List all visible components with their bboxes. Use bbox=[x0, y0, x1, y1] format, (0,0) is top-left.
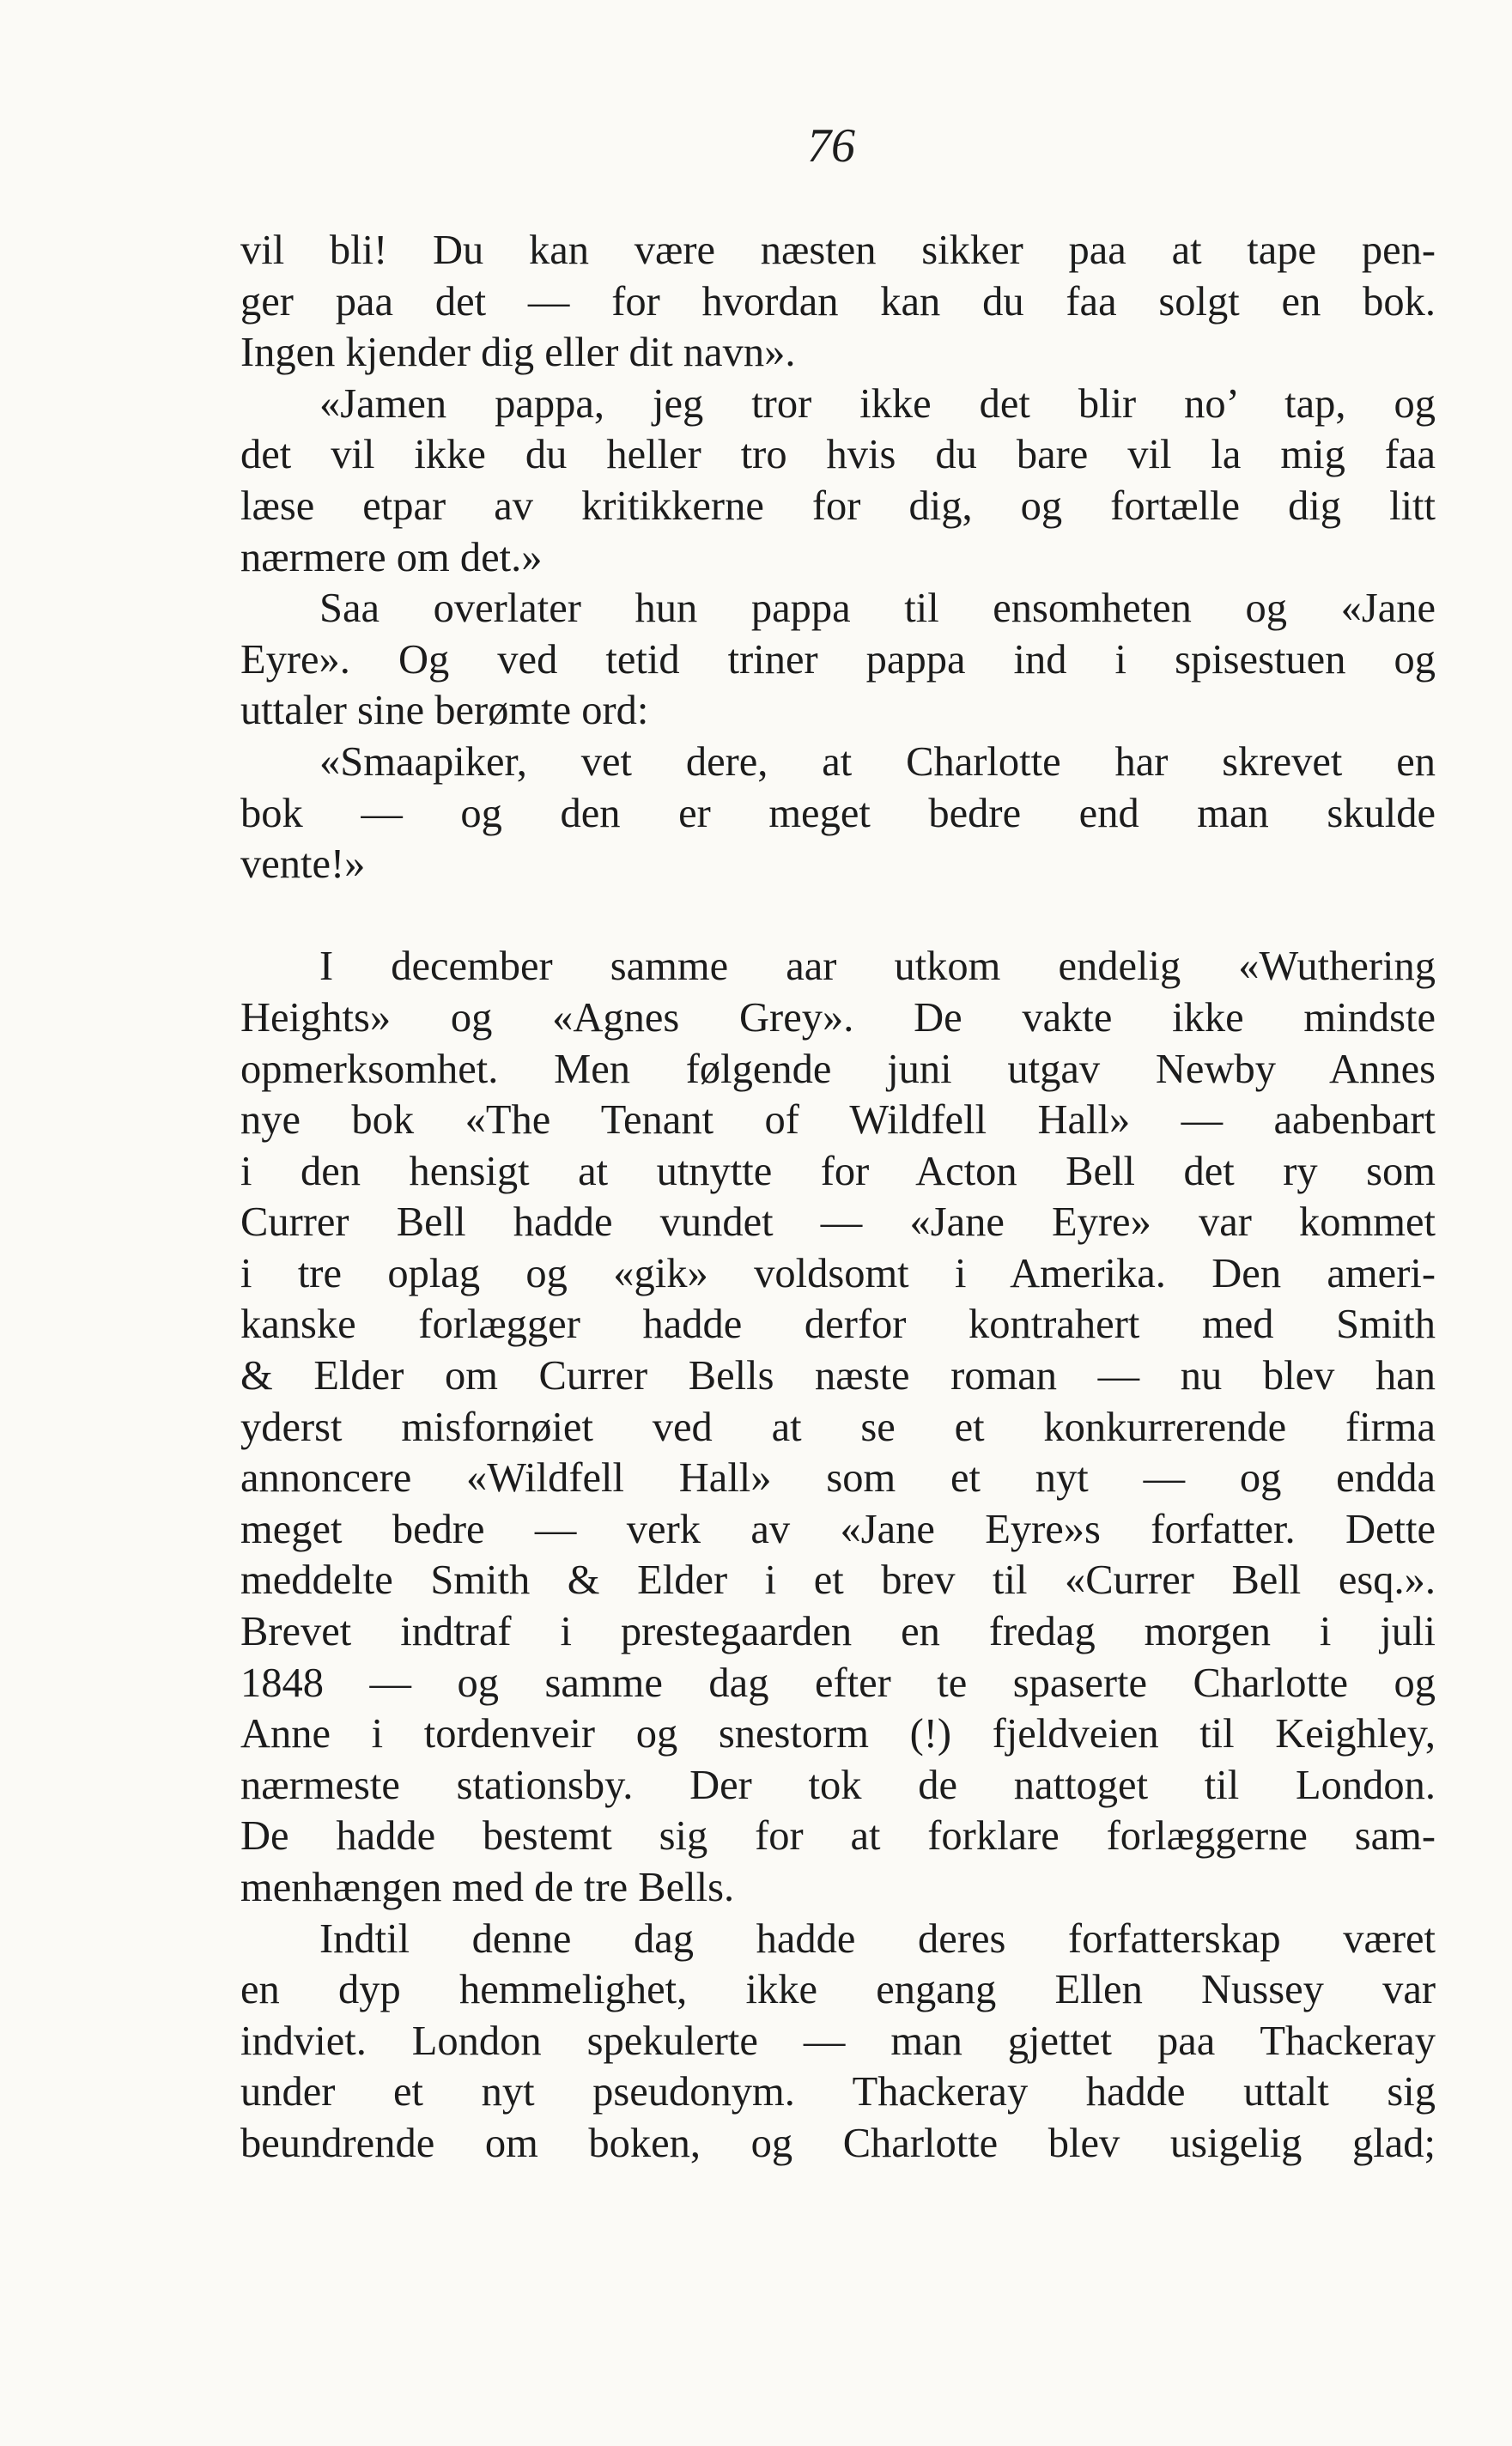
text-row bbox=[240, 429, 1436, 481]
text-row bbox=[240, 1555, 1436, 1606]
text-line: i tre oplag og «gik» voldsomt i Amerika. Den ameri- bbox=[240, 1250, 1436, 1296]
text-row bbox=[240, 2118, 1436, 2170]
text-row bbox=[240, 1402, 1436, 1454]
body-text bbox=[240, 225, 1436, 2170]
text-row bbox=[240, 1453, 1436, 1504]
text-row bbox=[240, 379, 1436, 430]
text-line: indviet. London spekulerte — man gjettet paa Thackeray bbox=[240, 2018, 1436, 2064]
text-line: beundrende om boken, og Charlotte blev usigelig glad; bbox=[240, 2120, 1436, 2166]
text-line: De hadde bestemt sig for at forklare forlæggerne sam- bbox=[240, 1813, 1436, 1860]
text-row bbox=[240, 2016, 1436, 2067]
text-row bbox=[240, 1760, 1436, 1812]
text-row bbox=[240, 941, 1436, 992]
paragraph-1 bbox=[240, 225, 1436, 327]
text-line: vil bli! Du kan være næsten sikker paa at tape pen- bbox=[240, 228, 1436, 273]
text-row bbox=[240, 1504, 1436, 1556]
text-line: bok — og den er meget bedre end man skulde bbox=[240, 790, 1436, 836]
paragraph-4-end bbox=[240, 839, 1436, 890]
text-line: ger paa det — for hvordan kan du faa solgt en bok. bbox=[240, 278, 1436, 325]
text-line: menhængen med de tre Bells. bbox=[240, 1865, 735, 1910]
text-row bbox=[240, 788, 1436, 840]
text-row bbox=[240, 532, 1436, 584]
text-row bbox=[240, 1248, 1436, 1300]
text-row bbox=[240, 481, 1436, 532]
text-line: nye bok «The Tenant of Wildfell Hall» — aabenbart bbox=[240, 1097, 1436, 1144]
text-row bbox=[240, 2067, 1436, 2118]
text-line: Eyre». Og ved tetid triner pappa ind i spisestuen og bbox=[240, 636, 1436, 683]
text-line: i den hensigt at utnytte for Acton Bell det ry som bbox=[240, 1148, 1436, 1194]
text-line: annoncere «Wildfell Hall» som et nyt — og endda bbox=[240, 1455, 1436, 1502]
text-line: Saa overlater hun pappa til ensomheten og «Jane bbox=[319, 586, 1436, 632]
paragraph-1-end bbox=[240, 327, 1436, 379]
paragraph-2 bbox=[240, 379, 1436, 532]
text-row bbox=[240, 992, 1436, 1044]
text-line: Brevet indtraf i prestegaarden en fredag morgen i juli bbox=[240, 1609, 1436, 1655]
text-row bbox=[240, 1964, 1436, 2016]
text-row bbox=[240, 1606, 1436, 1658]
text-row bbox=[240, 1044, 1436, 1096]
text-line: meddelte Smith & Elder i et brev til «Currer Bell esq.». bbox=[240, 1557, 1436, 1604]
paragraph-6 bbox=[240, 1914, 1436, 2170]
paragraph-3 bbox=[240, 583, 1436, 685]
text-row bbox=[240, 1658, 1436, 1709]
paragraph-4 bbox=[240, 737, 1436, 839]
text-line: nærmere om det.» bbox=[240, 534, 543, 580]
text-line: læse etpar av kritikkerne for dig, og fortælle dig litt bbox=[240, 483, 1436, 529]
text-row bbox=[240, 1811, 1436, 1862]
text-line: Heights» og «Agnes Grey». De vakte ikke mindste bbox=[240, 994, 1436, 1041]
text-line: under et nyt pseudonym. Thackeray hadde uttalt sig bbox=[240, 2069, 1436, 2115]
text-row bbox=[240, 327, 1436, 379]
page-number: 76 bbox=[807, 119, 855, 173]
text-row bbox=[240, 1350, 1436, 1402]
text-row bbox=[240, 1197, 1436, 1248]
text-line: 1848 — og samme dag efter te spaserte Charlotte og bbox=[240, 1660, 1436, 1706]
text-row bbox=[240, 1299, 1436, 1350]
text-line: Anne i tordenveir og snestorm (!) fjeldveien til Keighley, bbox=[240, 1711, 1436, 1757]
text-row bbox=[240, 276, 1436, 328]
text-row bbox=[240, 634, 1436, 686]
text-row bbox=[240, 737, 1436, 788]
text-row bbox=[240, 1095, 1436, 1146]
text-line: kanske forlægger hadde derfor kontrahert med Smith bbox=[240, 1302, 1436, 1348]
text-line: uttaler sine berømte ord: bbox=[240, 688, 649, 734]
text-row bbox=[240, 685, 1436, 737]
text-row bbox=[240, 1862, 1436, 1914]
text-line: I december samme aar utkom endelig «Wuthering bbox=[319, 944, 1436, 990]
paragraph-3-end bbox=[240, 685, 1436, 737]
text-row bbox=[240, 1914, 1436, 1965]
text-line: «Smaapiker, vet dere, at Charlotte har skrevet en bbox=[319, 738, 1436, 785]
text-row bbox=[240, 1146, 1436, 1198]
paragraph-5 bbox=[240, 941, 1436, 1862]
text-line: «Jamen pappa, jeg tror ikke det blir no’ tap, og bbox=[319, 380, 1436, 427]
text-row bbox=[240, 839, 1436, 890]
text-row bbox=[240, 1709, 1436, 1760]
text-line: vente!» bbox=[240, 841, 366, 888]
text-line: nærmeste stationsby. Der tok de nattoget til London. bbox=[240, 1762, 1436, 1808]
text-line: det vil ikke du heller tro hvis du bare vil la mig faa bbox=[240, 432, 1436, 478]
text-row bbox=[240, 225, 1436, 276]
text-line: meget bedre — verk av «Jane Eyre»s forfatter. Dette bbox=[240, 1506, 1436, 1552]
text-line: yderst misfornøiet ved at se et konkurrerende firma bbox=[240, 1404, 1436, 1450]
paragraph-5-end bbox=[240, 1862, 1436, 1914]
text-line: & Elder om Currer Bells næste roman — nu blev han bbox=[240, 1353, 1436, 1399]
text-line: Ingen kjender dig eller dit navn». bbox=[240, 330, 796, 376]
paragraph-2-end bbox=[240, 532, 1436, 584]
text-row bbox=[240, 583, 1436, 634]
text-line: opmerksomhet. Men følgende juni utgav Newby Annes bbox=[240, 1046, 1436, 1092]
text-line: Indtil denne dag hadde deres forfatterskap været bbox=[319, 1915, 1436, 1962]
text-line: en dyp hemmelighet, ikke engang Ellen Nussey var bbox=[240, 1967, 1436, 2013]
text-line: Currer Bell hadde vundet — «Jane Eyre» var kommet bbox=[240, 1199, 1436, 1246]
